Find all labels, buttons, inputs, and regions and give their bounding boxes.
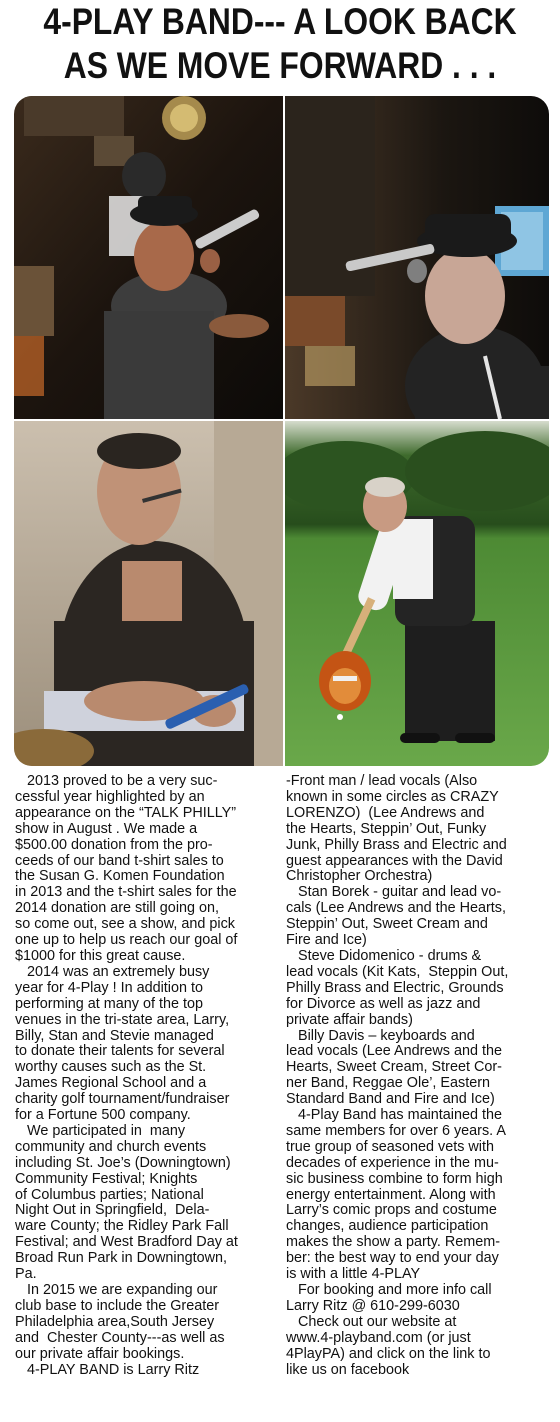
article-line: year for 4-Play ! In addition to (15, 979, 203, 996)
article-line: Philly Brass and Electric, Grounds (286, 979, 504, 996)
article-line: in 2013 and the t-shirt sales for the (15, 884, 237, 901)
article-line: for a Fortune 500 company. (15, 1107, 191, 1124)
article-line: $500.00 donation from the pro- (15, 836, 213, 853)
article-line: show in August . We made a (15, 820, 198, 837)
article-line: 2014 was an extremely busy (15, 963, 210, 980)
article-line: Billy, Stan and Stevie managed (15, 1027, 214, 1044)
article-line: Stan Borek - guitar and lead vo- (286, 884, 502, 901)
article-column-left (15, 774, 277, 1378)
headline-line-1: 4-PLAY BAND--- A LOOK BACK (43, 1, 517, 42)
article-line: Pa. (15, 1266, 37, 1283)
article-line: energy entertainment. Along with (286, 1186, 496, 1203)
article-line: Standard Band and Fire and Ice) (286, 1091, 495, 1108)
article-line: lead vocals (Kit Kats, Steppin Out, (286, 963, 509, 980)
article-line: Larry’s comic props and costume (286, 1202, 497, 1219)
article-line: 2014 donation are still going on, (15, 900, 220, 917)
article-line: James Regional School and a (15, 1075, 207, 1092)
photo-singer-bar (285, 96, 549, 419)
article-line: decades of experience in the mu- (286, 1154, 499, 1171)
article-line: private affair bands) (286, 1011, 413, 1028)
article-line: Check out our website at (286, 1313, 457, 1330)
article-line: one up to help us reach our goal of (15, 932, 238, 949)
article-line: cessful year highlighted by an (15, 788, 205, 805)
photo-golfer-guitar (285, 421, 549, 766)
photo-keyboardist (14, 421, 283, 766)
article-line: Steve Didomenico - drums & (286, 947, 482, 964)
article-line: venues in the tri-state area, Larry, (15, 1011, 230, 1028)
article-line: Junk, Philly Brass and Electric and (286, 836, 507, 853)
article-line: We participated in many (15, 1122, 186, 1139)
article-line: makes the show a party. Remem- (286, 1234, 501, 1251)
article-line: same members for over 6 years. A (286, 1122, 506, 1139)
article-line: charity golf tournament/fundraiser (15, 1091, 230, 1108)
article-line: ware County; the Ridley Park Fall (15, 1218, 229, 1235)
article-line: like us on facebook (286, 1361, 410, 1378)
article-line: LORENZO) (Lee Andrews and (286, 804, 485, 821)
article-line: to donate their talents for several (15, 1043, 225, 1060)
article-line: Broad Run Park in Downingtown, (15, 1250, 227, 1267)
photo-grid (14, 96, 549, 766)
article-line: 4-Play Band has maintained the (286, 1107, 502, 1124)
article-line: appearance on the “TALK PHILLY” (15, 804, 237, 821)
article-line: cals (Lee Andrews and the Hearts, (286, 900, 506, 917)
article-line: the Susan G. Komen Foundation (15, 868, 225, 885)
article-line: Hearts, Sweet Cream, Street Cor- (286, 1059, 502, 1076)
article-line: is with a little 4-PLAY (286, 1266, 421, 1283)
article-line: changes, audience participation (286, 1218, 489, 1235)
article-line: Steppin’ Out, Sweet Cream and (286, 916, 488, 933)
article-line: so come out, see a show, and pick (15, 916, 235, 933)
article-line: ner Band, Reggae Ole’, Eastern (286, 1075, 490, 1092)
article-line: and Chester County---as well as (15, 1329, 225, 1346)
article-line: 2013 proved to be a very suc- (15, 773, 218, 789)
article-line: Larry Ritz @ 610-299-6030 (286, 1297, 460, 1314)
article-line: club base to include the Greater (15, 1297, 219, 1314)
article-line: sic business combine to form high (286, 1170, 503, 1187)
article-line: of Columbus parties; National (15, 1186, 204, 1203)
article-line: -Front man / lead vocals (Also (286, 773, 478, 789)
article-line: for Divorce as well as jazz and (286, 995, 481, 1012)
article-line: www.4-playband.com (or just (286, 1329, 471, 1346)
article-line: ceeds of our band t-shirt sales to (15, 852, 224, 869)
photo-singer-microphone (14, 96, 283, 419)
article-line: ber: the best way to end your day (286, 1250, 499, 1267)
article-line: Community Festival; Knights (15, 1170, 198, 1187)
article-line: worthy causes such as the St. (15, 1059, 207, 1076)
article-line: Night Out in Springfield, Dela- (15, 1202, 210, 1219)
article-line: true group of seasoned vets with (286, 1138, 494, 1155)
article-line: including St. Joe’s (Downingtown) (15, 1154, 231, 1171)
article-line: 4-PLAY BAND is Larry Ritz (15, 1361, 200, 1378)
headline-line-2: AS WE MOVE FORWARD . . . (63, 45, 497, 86)
article-line: $1000 for this great cause. (15, 947, 186, 964)
article-line: 4PlayPA) and click on the link to (286, 1345, 491, 1362)
article-line: Philadelphia area,South Jersey (15, 1313, 215, 1330)
article-line: the Hearts, Steppin’ Out, Funky (286, 820, 487, 837)
article-line: guest appearances with the David (286, 852, 503, 869)
article-line: our private affair bookings. (15, 1345, 185, 1362)
article-line: Fire and Ice) (286, 932, 367, 949)
article-line: Billy Davis – keyboards and (286, 1027, 475, 1044)
article-line: Christopher Orchestra) (286, 868, 433, 885)
article-line: performing at many of the top (15, 995, 203, 1012)
article-line: In 2015 we are expanding our (15, 1282, 218, 1298)
headline (39, 0, 521, 96)
article-column-right (286, 774, 548, 1378)
article-line: known in some circles as CRAZY (286, 788, 499, 805)
article-line: lead vocals (Lee Andrews and the (286, 1043, 502, 1060)
article-line: community and church events (15, 1138, 207, 1155)
article-line: For booking and more info call (286, 1282, 492, 1298)
article-line: Festival; and West Bradford Day at (15, 1234, 238, 1251)
